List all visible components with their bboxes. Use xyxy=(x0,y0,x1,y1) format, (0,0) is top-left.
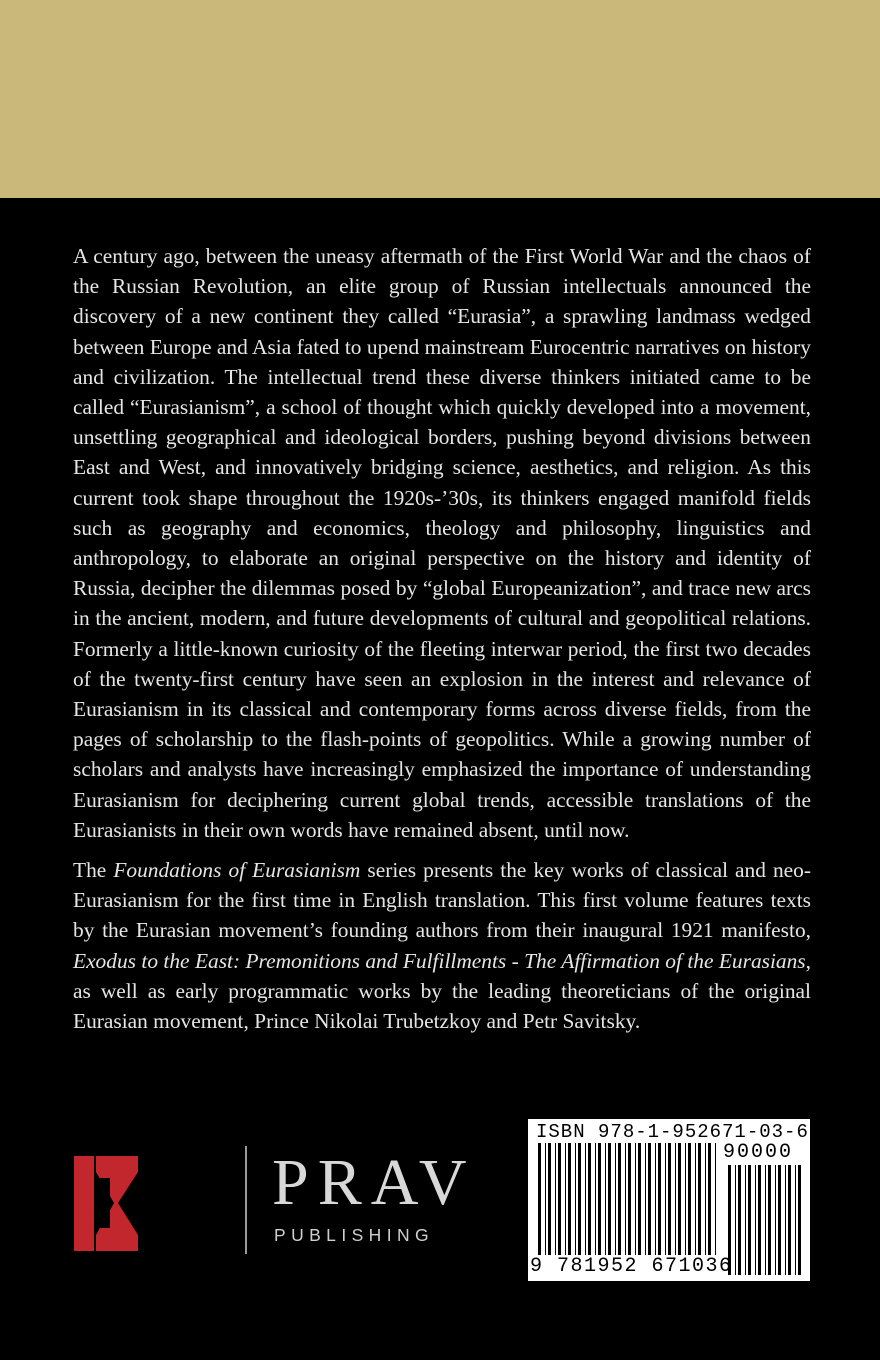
barcode-bar xyxy=(698,1143,701,1255)
blurb-p2-part-c: , as well as early programmatic works by the leading theoreticians of the original Eurasian movement, Prince Nikolai Trubetzkoy and Petr Savitsky. xyxy=(73,948,811,1034)
barcode-bar xyxy=(658,1143,661,1255)
barcode-bar xyxy=(778,1165,781,1275)
book-title: Exodus to the East: Premonitions and Fulfillments - The Affirmation of the Eurasians xyxy=(73,948,806,973)
barcode-bar xyxy=(765,1165,766,1275)
barcode-bar xyxy=(618,1143,621,1255)
prav-logo-icon xyxy=(74,1156,138,1251)
barcode-bar xyxy=(575,1143,576,1255)
barcode-bar xyxy=(635,1143,636,1255)
barcode-bar xyxy=(748,1165,751,1275)
isbn-barcode xyxy=(528,1119,810,1281)
publisher-subtitle: PUBLISHING xyxy=(274,1225,434,1245)
isbn-text: ISBN 978-1-952671-03-6 xyxy=(536,1121,809,1143)
barcode-bar xyxy=(785,1165,786,1275)
barcode-bar xyxy=(798,1165,801,1275)
blurb-p2-part-b: series presents the key works of classical and neo-Eurasianism for the first time in English translation. This first volume features texts by the Eurasian movement’s founding authors from their inaugural 1921 manifesto, xyxy=(73,858,811,943)
barcode-bar xyxy=(665,1143,666,1255)
barcode-bar xyxy=(758,1165,761,1275)
barcode-bar xyxy=(685,1143,686,1255)
barcode-bar xyxy=(738,1165,741,1275)
barcode-bar xyxy=(788,1165,791,1275)
barcode-bar xyxy=(545,1143,546,1255)
barcode-bar xyxy=(565,1143,566,1255)
barcode-bar xyxy=(548,1143,551,1255)
blurb-paragraph-2 xyxy=(73,855,811,1036)
barcode-bar xyxy=(598,1143,601,1255)
barcode-bar xyxy=(638,1143,641,1255)
blurb-paragraph-1: A century ago, between the uneasy aftermath of the First World War and the chaos of the Russian Revolution, an elite group of Russian intellectuals announced the discovery of a new continent they called “Eurasia”, a sprawling landmass wedged between Europe and Asia fated to upend mainstream Eurocentric narratives on history and civilization. The intellectual trend these diverse thinkers initiated came to be called “Eurasianism”, a school of thought which quickly developed into a movement, unsettling geographical and ideological borders, pushing beyond divisions between East and West, and innovatively bridging science, aesthetics, and religion. As this current took shape throughout the 1920s-’30s, its thinkers engaged manifold fields such as geography and economics, theology and philosophy, linguistics and anthropology, to elaborate an original perspective on the history and identity of Russia, decipher the dilemmas posed by “global Europeanization”, and trace new arcs in the ancient, modern, and future developments of cultural and geopolitical relations. Formerly a little-known curiosity of the fleeting interwar period, the first two decades of the twenty-first century have seen an explosion in the interest and relevance of Eurasianism in its classical and contemporary forms across diverse fields, from the pages of scholarship to the flash-points of geopolitics. While a growing number of scholars and analysts have increasingly emphasized the importance of understanding Eurasianism for deciphering current global trends, accessible translations of the Eurasianists in their own words have remained absent, until now. xyxy=(73,244,811,842)
publisher-name: PRAV xyxy=(272,1146,476,1219)
barcode-bar xyxy=(775,1165,776,1275)
addon-barcode-bars xyxy=(728,1165,802,1275)
barcode-bar xyxy=(745,1165,746,1275)
barcode-bar xyxy=(608,1143,611,1255)
barcode-bar xyxy=(668,1143,671,1255)
barcode-bar xyxy=(605,1143,606,1255)
barcode-bar xyxy=(695,1143,696,1255)
ean-barcode-bars xyxy=(538,1143,718,1255)
barcode-bar xyxy=(655,1143,656,1255)
barcode-bar xyxy=(735,1165,736,1275)
ean-digits: 9 781952 671036 xyxy=(530,1255,733,1278)
barcode-bar xyxy=(555,1143,556,1255)
barcode-bar xyxy=(708,1143,711,1255)
logo-divider xyxy=(245,1146,247,1254)
back-cover-blurb xyxy=(73,241,811,1036)
barcode-bar xyxy=(705,1143,706,1255)
top-color-band xyxy=(0,0,880,198)
barcode-bar xyxy=(715,1143,716,1255)
barcode-bar xyxy=(538,1143,541,1255)
barcode-bar xyxy=(578,1143,581,1255)
publisher-logo xyxy=(74,1146,476,1258)
barcode-bar xyxy=(628,1143,631,1255)
barcode-bar xyxy=(688,1143,691,1255)
barcode-bar xyxy=(755,1165,756,1275)
barcode-bar xyxy=(645,1143,646,1255)
barcode-bar xyxy=(625,1143,626,1255)
barcode-bar xyxy=(595,1143,596,1255)
barcode-bar xyxy=(675,1143,676,1255)
barcode-bar xyxy=(588,1143,591,1255)
blurb-p2-part-a: The xyxy=(73,858,114,883)
barcode-bar xyxy=(678,1143,681,1255)
barcode-bar xyxy=(615,1143,616,1255)
addon-price-code: 90000 xyxy=(723,1141,794,1164)
barcode-bar xyxy=(768,1165,771,1275)
barcode-bar xyxy=(585,1143,586,1255)
series-title: Foundations of Eurasianism xyxy=(113,858,361,883)
barcode-bar xyxy=(795,1165,796,1275)
barcode-bar xyxy=(648,1143,651,1255)
barcode-bar xyxy=(558,1143,561,1255)
barcode-bar xyxy=(568,1143,571,1255)
